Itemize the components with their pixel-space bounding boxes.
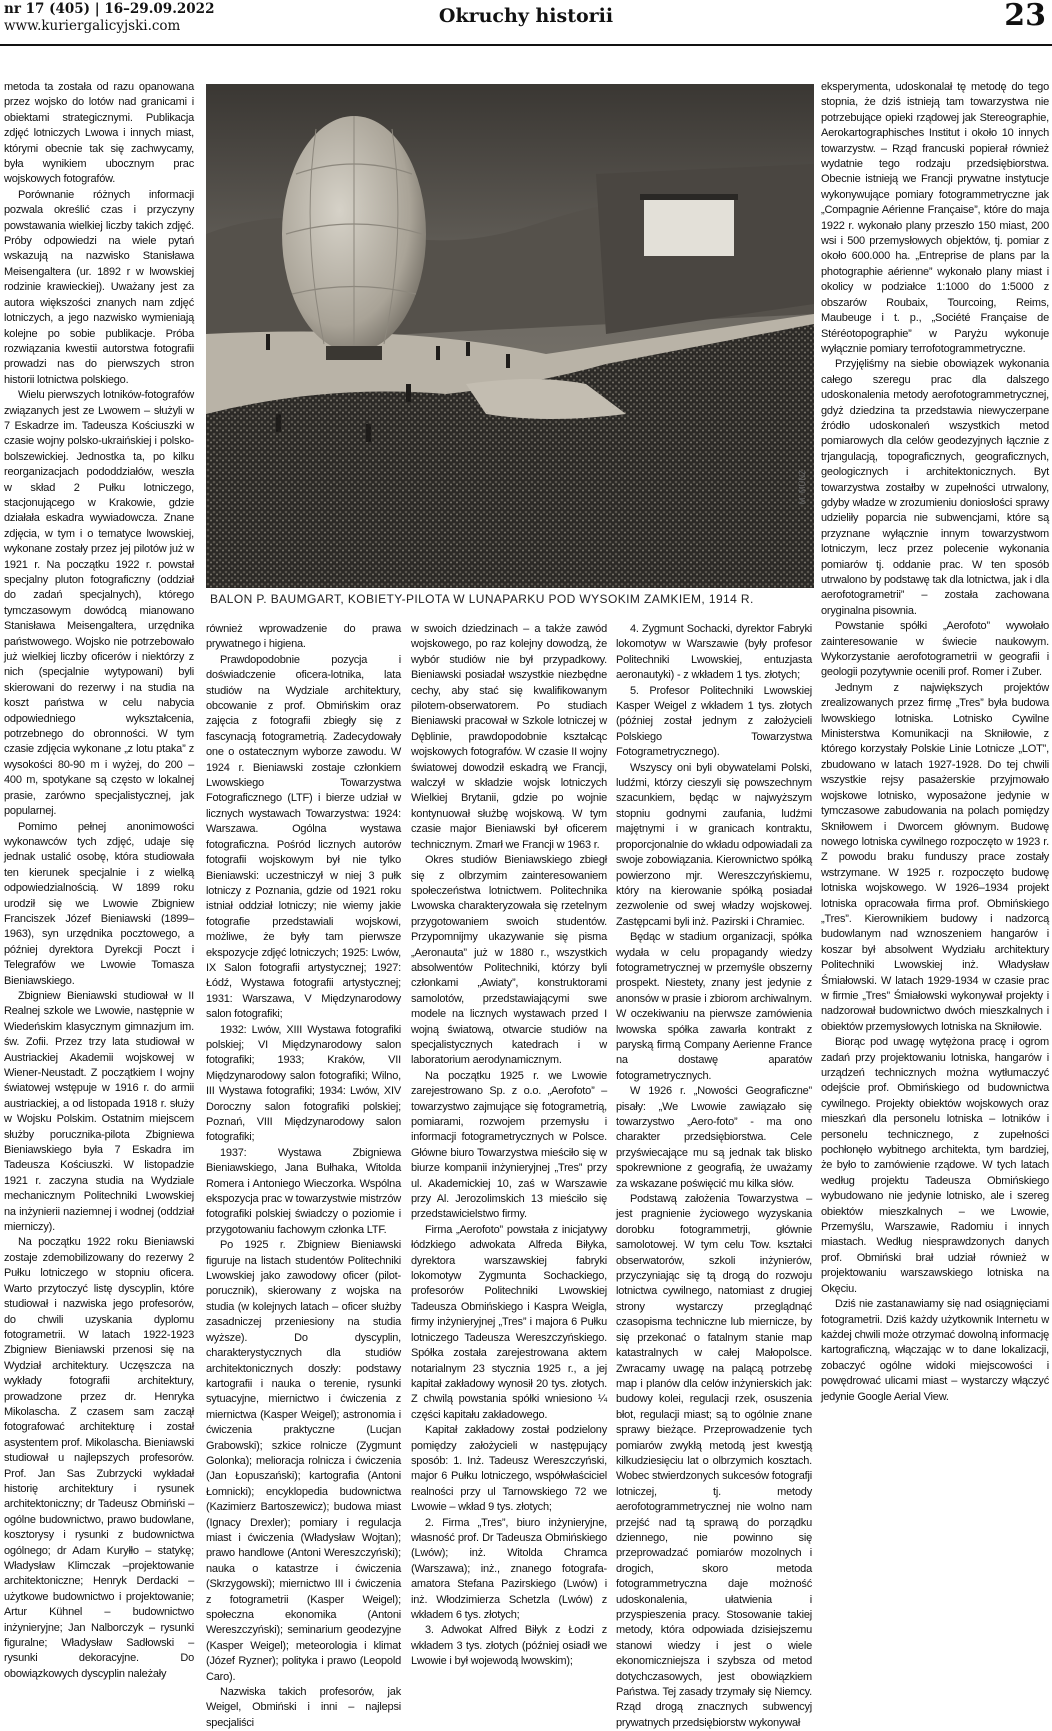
paragraph: Okres studiów Bieniawskiego zbiegł się z olbrzymim zainteresowaniem społeczeństwa lotnictwem. Politechnika Lwowska charakteryzowała się rzetelnym przygotowaniem swoich studentów. Przypomnijmy ukazywanie się pisma „Aeronauta” już w 1880 r., wszystkich absolwentów Politechniki, którzy byli członkami „Awiaty”, konstruktorami samolotów, przedstawiającymi swe modele na licznych wystawach przed I wojną światową, otwarcie studiów na specjalistycznych katedrach i w laboratorium aerodynamicznym. [411, 854, 607, 1067]
paragraph: Wszyscy oni byli obywatelami Polski, ludźmi, którzy cieszyli się powszechnym szacunkiem, będąc w najwyższym stopniu godnymi zaufania, ludźmi majętnymi i w granicach kontraktu, proporcjonalnie do wkładu odpowiadali za swoje zobowiązania. Kierownictwo spółką powierzono mjr. Wereszczyńskiemu, który na kierowanie spółką posiadał zezwolenie od swej władzy wojskowej. Zastępcami byli inż. Pazirski i Chramiec. [616, 761, 812, 928]
paragraph: w swoich dziedzinach – a także zawód wojskowego, po raz kolejny dowodzą, że wybór studiów nie był przypadkowy. Bieniawski posiadał wszystkie niezbędne cechy, aby stać się kwalifikowanym pilotem-obserwatorem. Po studiach Bieniawski pracował w Szkole lotniczej w Dęblinie, prawdopodobnie kształcąc wojskowych fotografów. W czasie II wojny światowej dowodził eskadrą we Francji, walczył w składzie wojsk lotniczych Wielkiej Brytanii, gdzie po wojnie kontynuował służbę wojskową. W tym czasie major Bieniawski był oficerem technicznym. Zmarł we Francji w 1963 r. [411, 623, 607, 851]
photo-caption: BALON P. BAUMGART, KOBIETY-PILOTA W LUNAPARKU POD WYSOKIM ZAMKIEM, 1914 R. [210, 592, 754, 606]
paragraph: eksperymenta, udoskonalał tę metodę do tego stopnia, że dziś istnieją tam towarzystwa nie potrzebujące opieki rządowej jak Stereographie, Aerokartographisches Institut i około 10 innych towarzystw. – Rząd francuski popierał również wydatnie tego rodzaju przedsiębiorstwa. Obecnie istnieją we Francji prywatne instytucje wykonywujące pomiary fotogrammetryczne jak „Compagnie Aérienne Française”, które do maja 1922 r. wykonało plany przeszło 150 miast, 200 wsi i 500 przemysłowych objektów, tj. pomiar z około 600.000 ha. „Entreprise de plans par la photographie aérienne” wykonało plany miast i okolicy w podziałce 1:1000 do 1:5000 z obszarów Roubaix, Tourcoing, Reims, Maubeuge i t. p., „Société Française de Stéréotopographie” w Paryżu wykonuje wyłącznie pomiary terrofotogrammetryczne. [821, 81, 1049, 355]
paragraph: Porównanie różnych informacji pozwala określić czas i przyczyny powstawania wielkiej liczby takich zdjęć. Próby odpowiedzi na wiele pytań wskazują na nazwisko Stanisława Meisengaltera (ur. 1892 r w lwowskiej rodzinie krawieckiej). Uważany jest za autora większości znanych nam zdjęć lotniczych, a jego nazwisko wymieniają kolejne po sobie publikacje. Próba rozwiązania kwestii autorstwa fotografii prowadzi nas do pierwszych stron historii lotnictwa polskiego. [4, 188, 194, 386]
paragraph: metoda ta została od razu opanowana przez wojsko do lotów nad granicami i obiektami strategicznymi. Publikacja zdjęć lotniczych Lwowa i innych miast, którymi obecnie tak się zachwycamy, była wynikiem ubocznym prac wojskowych fotografów. [4, 81, 194, 186]
paragraph: Przyjęliśmy na siebie obowiązek wykonania całego szeregu prac dla dalszego udoskonalenia metody aerofotogrammetrycznej, gdyż dziedzina ta przedstawia niewyczerpane źródło udoskonaleń wszystkich metod pomiarowych dla celów geodezyjnych łącznie z trjangulacją, topograficznych, geograficznych, geologicznych i architektonicznych. Byt towarzystwa zostałby w zupełności utrwalony, gdyby władze w zrozumieniu doniosłości sprawy udzieliły poparcia nie subwencjami, które są przyznane wyłącznie innym towarzystwom lotniczym, lecz przez polecenie wykonania pomiarów tj. oddanie prac. W ten sposób utrwalono by podstawę tak dla lotnictwa, jak i dla aerofotogrametrii” – została zachowana oryginalna pisownia. [821, 358, 1049, 617]
paragraph: Wielu pierwszych lotników-fotografów związanych jest ze Lwowem – służyli w 7 Eskadrze im. Tadeusza Kościuszki w czasie wojny polsko-ukraińskiej i polsko-bolszewickiej. Jednostka ta, po kilku reorganizacjach pododdziałów, weszła w skład 2 Pułku lotniczego, stacjonującego w Krakowie, gdzie działała eskadra wywiadowcza. Znane zdjęcia, w tym i o tematyce lwowskiej, wykonane zostały przez jej pilotów już w 1921 r. Na początku 1922 r. powstał specjalny pluton fotograficzny (oddział do zadań specjalnych), którego tymczasowym dowódcą mianowano Stanisława Meisengaltera, urzędnika państwowego. Wojsko nie potrzebowało już wielkiej liczby oficerów i niektórzy z nich (specjalnie wytypowani) byli skierowani do rezerwy i na studia na koszt państwa w celu nabycia odpowiedniego wykształcenia, potrzebnego do obronności. W tym czasie zdjęcia wykonane „z lotu ptaka” z wysokości 80-90 m i wyżej, do 200 – 400 m, spotykane są często w lokalnej prasie, zarówno specjalistycznej, jak popularnej. [4, 389, 194, 818]
balloon-photo-image [206, 84, 814, 588]
paragraph: 4. Zygmunt Sochacki, dyrektor Fabryki lokomotyw w Warszawie (były profesor Politechniki Lwowskiej, entuzjasta aeronautyki) - z wkładem 1 tys. złotych; [616, 623, 812, 682]
paragraph: Podstawą założenia Towarzystwa – jest pragnienie życiowego wyzyskania dorobku fotogrammetrji, głównie samolotowej. W tym celu Tow. kształci obserwatorów, szkoli inżynierów, przyczyniając się tą drogą do rozwoju lotnictwa cywilnego, natomiast z drugiej strony wystarczy przeglądnąć czasopisma techniczne lub miernicze, by się przekonać o fatalnym stanie map katastralnych w całej Małopolsce. Zwracamy uwagę na palącą potrzebę map i planów dla celów inżynierskich jak: budowy kolei, regulacji rzek, osuszenia błot, regulacji miast; są to ogólnie znane sprawy bieżące. Przeprowadzenie tych pomiarów zwykłą metodą jest kwestją kilkudziesięciu lat o olbrzymich kosztach. Wobec stwierdzonych sukcesów fotografji lotniczej, tj. metody aerofotogrammetrycznej nie wolno nam przejść nad tą sprawą do porządku dziennego, nie powinno się przeprowadzać pomiarów mozolnych i drogich, skoro metoda fotogrammetryczna daje możność udoskonalenia, ułatwienia i przyspieszenia pracy. Stosowanie takiej metody, która odpowiada dzisiejszemu stanowi wiedzy i jest o wiele ekonomiczniejsza i szybsza od metod dotychczasowych, jest obowiązkiem Państwa. Tej zasady trzymały się Niemcy. Rząd drogą znacznych subwencyj prywatnych przedsiębiorstw wykonywał [616, 1193, 812, 1729]
text-column-4 [616, 622, 812, 1729]
paragraph: 2. Firma „Tres”, biuro inżynieryjne, własność prof. Dr Tadeusza Obmińskiego (Lwów); inż. Witolda Chramca (Warszawa); inż., znanego fotografa-amatora Stefana Pazirskiego (Lwów) i inż. Włodzimierza Schetzla (Lwów) z wkładem 6 tys. złotych; [411, 1516, 607, 1621]
paragraph: Jednym z największych projektów zrealizowanych przez firmę „Tres” była budowa lwowskiego lotniska. Lotnisko Cywilne Ministerstwa Komunikacji na Skniłowie, z którego korzystały Polskie Linie Lotnicze „LOT”, zbudowano w latach 1927-1928. Do tej chwili wszystkie rejsy pasażerskie przyjmowało wojskowe lotnisko, wyposażone jedynie w tymczasowe zabudowania na polach pomiędzy Skniłowem i Dworcem głównym. Budowę nowego lotniska cywilnego rozpoczęto w 1923 r. Z powodu braku funduszy prace zostały wstrzymane. W 1925 r. rozpoczęto budowę lotniska wojskowego. W 1926–1934 projekt lotniska opracowała firma prof. Obmińskiego „Tres”. Kierownikiem budowy i nadzorcą budowlanym nad wznoszeniem hangarów i koszar był absolwent Wydziału architektury Politechniki Lwowskiej inż. Władysław Śmiałowski. W latach 1929-1934 w czasie prac w firmie „Tres” Śmiałowski wykonywał projekty i nadzorował budownictwo dwóch mieszkalnych i obiektów przemysłowych lotniska na Skniłowie. [821, 681, 1049, 1033]
paragraph: Kapitał zakładowy został podzielony pomiędzy założycieli w następujący sposób: 1. Inż. Tadeusz Wereszczyński, major 6 Pułku lotniczego, współwłaściciel realności przy ul Tarnowskiego 72 we Lwowie – wkład 9 tys. złotych; [411, 1424, 607, 1514]
text-column-3 [411, 622, 607, 1668]
paragraph: Nazwiska takich profesorów, jak Weigel, Obmiński i inni – najlepsi specjaliści [206, 1686, 401, 1729]
paragraph: Powstanie spółki „Aerofoto” wywołało zainteresowanie w świecie naukowym. Wykorzystanie aerofotogrametrii w geografii i geologii pozytywnie ocenili prof. Romer i Zuber. [821, 620, 1049, 679]
page-number: 23 [1004, 0, 1046, 33]
paragraph: 1937: Wystawa Zbigniewa Bieniawskiego, Jana Bułhaka, Witolda Romera i Antoniego Wieczorka. Wspólna ekspozycja prac w towarzystwie mistrzów fotografiki polskiej świadczy o poziomie i przygotowaniu fachowym członka LTF. [206, 1146, 401, 1236]
text-column-2 [206, 622, 401, 1729]
paragraph: 3. Adwokat Alfred Biłyk z Łodzi z wkładem 3 tys. złotych (później osiadł we Lwowie i był wojewodą lwowskim); [411, 1624, 607, 1668]
site-url[interactable]: www.kuriergalicyjski.com [4, 18, 181, 34]
paragraph: 1932: Lwów, XIII Wystawa fotografiki polskiej; VI Międzynarodowy salon fotografiki; 1933; Kraków, VII Międzynarodowy salon fotografiki; Wilno, III Wystawa fotografiki; 1934: Lwów, XIV Doroczny salon fotografiki polskiej; Poznań, VIII Międzynarodowy salon fotografiki; [206, 1023, 401, 1144]
paragraph: również wprowadzenie do prawa prywatnego i higiena. [206, 623, 401, 651]
paragraph: Biorąc pod uwagę wytężona pracę i ogrom zadań przy projektowaniu lotniska, hangarów i urządzeń technicznych można wytłumaczyć odejście prof. Obmińskiego od budownictwa cywilnego. Projekty obiektów wojskowych oraz mieszkań dla personelu lotniska – lotników i personelu technicznego, z zupełności pochłonęło wybitnego architekta, tym bardziej, że było to zamówienie rządowe. W tych latach według projektu Tadeusza Obmińskiego wybudowano nie jedynie lotnisko, ale i szereg obiektów mieszkalnych – we Lwowie, Przemyślu, Warszawie, Radomiu i innych miastach. Według niesprawdzonych danych prof. Obmiński brał udział również w projektowaniu warszawskiego lotniska na Okęciu. [821, 1036, 1049, 1295]
page-header [0, 0, 1052, 46]
balloon-photo [206, 84, 814, 588]
issue-number: nr 17 (405) | 16–29.09.2022 [4, 1, 215, 17]
text-column-5 [821, 80, 1049, 1634]
paragraph: 5. Profesor Politechniki Lwowskiej Kasper Weigel z wkładem 1 tys. złotych (później został jednym z założycieli Polskiego Towarzystwa Fotogrametrycznego). [616, 684, 812, 759]
paragraph: W 1926 r. „Nowości Geograficzne” pisały: „We Lwowie zawiązało się towarzystwo „Aero-foto” - ma ono charakter przedsiębiorstwa. Cele przyświecające mu są jednak tak blisko spokrewnione z geografią, że uważamy za wskazane poświęcić mu kilka słów. [616, 1085, 812, 1190]
paragraph: Na początku 1922 roku Bieniawski zostaje zdemobilizowany do rezerwy 2 Pułku lotniczego w stopniu oficera. Warto przytoczyć listę dyscyplin, które studiował i nazwiska jego profesorów, do chwili uzyskania dyplomu fotogrametrii. W latach 1922-1923 Zbigniew Bieniawski przenosi się na Wydział architektury. Uczęszcza na wykłady fotografii architektury, prowadzone przez dr. Henryka Mikolascha. Z czasem sam zaczął fotografować architekturę i został asystentem prof. Mikolascha. Bieniawski studiował u najlepszych profesorów. Prof. Jan Sas Zubrzycki wykładał historię architektury i rysunek architektoniczny; dr Tadeusz Obmiński – ogólne budownictwo, prawo budowlane, kosztorysy i rysunki z budownictwa ogólnego; dr Adam Kuryłło – statykę; Władysław Klimczak –projektowanie architektoniczne; Henryk Derdacki – użytkowe budownictwo i projektowanie; Artur Kühnel – budownictwo inżynieryjne; Jan Nalborczyk – rysunki figuralne; Władysław Sadłowski – rysunki dekoracyjne. Do obowiązkowych dyscyplin należały [4, 1236, 194, 1680]
paragraph: Na początku 1925 r. we Lwowie zarejestrowano Sp. z o.o. „Aerofoto” – towarzystwo zajmujące się fotogrametrią, pomiarami, rozwojem przemysłu i informacji fotogrametrycznych w Polsce. Główne biuro Towarzystwa mieściło się w biurze kompanii inżynieryjnej „Tres” przy ul. Akademickiej 10, zaś w Warszawie przy Al. Jerozolimskich 13 mieściło się przedstawicielstwo firmy. [411, 1069, 607, 1221]
section-title: Okruchy historii [438, 5, 614, 27]
paragraph: Zbigniew Bieniawski studiował w II Realnej szkole we Lwowie, następnie w Wiedeńskim klasycznym gimnazjum im. św. Zofii. Przez trzy lata studiował w Austriackiej Akademii wojskowej w Wiener-Neustadt. Z początkiem I wojny światowej wstępuje w 1916 r. do armii austriackiej, a od listopada 1918 r. służy w Wojsku Polskim. Ostatnim miejscem służby porucznika-pilota Zbigniewa Bieniawskiego była 7 Eskadra im Tadeusza Kościuszki. W listopadzie 1921 r. zaczyna studia na Wydziale mechanicznym Politechniki Lwowskiej na inżynierii naziemnej i wodnej (oddział mierniczy). [4, 989, 194, 1234]
paragraph: Dziś nie zastanawiamy się nad osiągnięciami fotogrametrii. Dziś każdy użytkownik Internetu w każdej chwili może otrzymać dowolną informację kartograficzną, włączając w to dane lokalizacji, zobaczyć ogólne widoki miejscowości i powędrować ulicami miast – wystarczy włączyć jedynie Google Aerial View. [821, 1298, 1050, 1403]
paragraph: Po 1925 r. Zbigniew Bieniawski figuruje na listach studentów Politechniki Lwowskiej jako zawodowy oficer (pilot-porucznik), skierowany z wojska na studia (w kolejnych latach – oficer służby zasadniczej przeniesiony na studia wyższe). Do dyscyplin, charakterystycznych dla studiów architektonicznych doszły: podstawy kartografii i nauka o terenie, rysunki sytuacyjne, miernictwo i ćwiczenia z miernictwa (Kasper Weigel); astronomia i ćwiczenia praktyczne (Lucjan Grabowski); szkice rolnicze (Zygmunt Golonka); melioracja rolnicza i ćwiczenia (Jan Łopuszański); kartografia (Antoni Łomnicki); encyklopedia budownictwa (Kazimierz Bartoszewicz); budowa miast (Ignacy Drexler); pomiary i regulacja miast i ćwiczenia (Władysław Wojtan); prawo handlowe (Antoni Wereszczyński); nauka o katastrze i ćwiczenia (Skrzygowski); miernictwo III i ćwiczenia z fotogrametrii (Kasper Weigel); społeczna ekonomika (Antoni Wereszczyński); seminarium geodezyjne (Kasper Weigel); meteorologia i klimat (Józef Ryzner); polityka i prawo (Leopold Caro). [206, 1239, 401, 1683]
paragraph: Firma „Aerofoto” powstała z inicjatywy łódzkiego adwokata Alfreda Biłyka, dyrektora warszawskiej fabryki lokomotyw Zygmunta Sochackiego, profesorów Politechniki Lwowskiej Tadeusza Obmińskiego i Kaspra Weigla, firmy inżynieryjnej „Tres” i majora 6 Pułku lotniczego Tadeusza Wereszczyńskiego. Spółka została zarejestrowana aktem notarialnym 23 stycznia 1925 r., a jej kapitał zakładowy wynosił 20 tys. złotych. Z chwilą powstania spółki wniesiono ¼ części kapitału zakładowego. [411, 1223, 607, 1421]
photo-credit: M. MÜNZ [798, 470, 807, 505]
paragraph: Będąc w stadium organizacji, spółka wydała w celu propagandy wiedzy fotogrametrycznej w przemyśle obszerny prospekt. Niestety, znany jest jedynie z anonsów w prasie i zbiorom archiwalnym. W oczekiwaniu na pierwsze zamówienia lwowska spółka zawarła kontrakt z paryską firmą Company Aerienne France na dostawę aparatów fotogrametrycznych. [616, 931, 812, 1082]
paragraph: Pomimo pełnej anonimowości wykonawców tych zdjęć, udaje się jednak ustalić osobę, która studiowała ten kierunek specjalnie i z wielką odpowiedzialnością. W 1899 roku urodził się we Lwowie Zbigniew Franciszek Józef Bieniawski (1899–1963), syn urzędnika pocztowego, a później dyrektora Dyrekcji Poczt i Telegrafów we Lwowie Tomasza Bieniawskiego. [4, 820, 194, 987]
text-column-1 [4, 80, 194, 1680]
paragraph: Prawdopodobnie pozycja i doświadczenie oficera-lotnika, lata studiów na Wydziale architektury, obcowanie z prof. Obmińskim oraz zajęcia z fotografii zbiegły się z fascynacją fotogrametrią. Zadecydowały one o ostatecznym wyborze zawodu. W 1924 r. Bieniawski zostaje członkiem Lwowskiego Towarzystwa Fotograficznego (LTF) i bierze udział w licznych wystawach Towarzystwa: 1924: Warszawa. Ogólna wystawa fotograficzna. Pośród licznych autorów fotografii wojskowym był nie tylko Bieniawski: uczestniczył w niej 3 pułk lotniczy z Poznania, gdzie od 1921 roku istniał oddział lotniczy; nie wiemy jakie fotografie przedstawiali wojskowi, możliwe, że były tam pierwsze ekspozycje zdjęć lotniczych; 1925: Lwów, IX Salon fotografii artystycznej; 1927: Łódź, Wystawa fotografii artystycznej; 1931: Warszawa, V Międzynarodowy salon fotografiki; [206, 653, 401, 1021]
